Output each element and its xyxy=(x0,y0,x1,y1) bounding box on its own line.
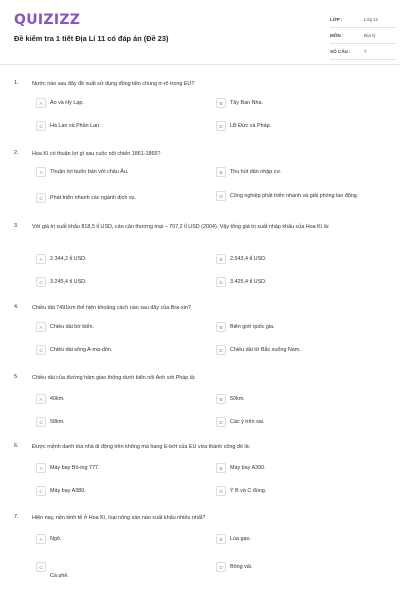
option-text: Tây Ban Nha. xyxy=(230,100,263,106)
page-title: Đề kiểm tra 1 tiết Địa Lí 11 có đáp án (Đề 23) xyxy=(14,34,169,43)
option-letter-badge: C xyxy=(36,417,46,427)
question-text: Hoa Kì có thuận lợi gì sau cuộc nội chiến 1861-1865? xyxy=(32,151,161,157)
question-number: 6. xyxy=(14,443,19,449)
option-letter-badge: C xyxy=(36,345,46,355)
option-letter-badge: B xyxy=(216,98,226,108)
option-text: Máy bay A380. xyxy=(50,488,86,494)
option-letter-badge: D xyxy=(216,345,226,355)
question-text: Hiện nay, nền kinh tế ở Hoa Kì, loại nông sản nào xuất khẩu nhiều nhất? xyxy=(32,515,206,521)
question-number: 2. xyxy=(14,150,19,156)
option-letter-badge: B xyxy=(216,254,226,264)
option-letter-badge: C xyxy=(36,486,46,496)
meta-value: Lớp 11 xyxy=(364,17,379,22)
option-text: Áo và Hy Lạp. xyxy=(50,100,84,106)
option-text: Lúa gạo. xyxy=(230,536,251,542)
option-letter-badge: C xyxy=(36,277,46,287)
option-letter-badge: A xyxy=(36,254,46,264)
meta-row-subject xyxy=(330,30,396,44)
option-text: LB Đức và Pháp. xyxy=(230,123,272,129)
quizizz-logo: QUIZIZZ xyxy=(14,12,81,28)
option-text: 58km. xyxy=(50,419,65,425)
header-divider xyxy=(0,64,400,65)
question-text: Chiều dài của đường hầm giao thông dưới biển nối Anh với Pháp là: xyxy=(32,375,196,381)
meta-value: Địa lý xyxy=(364,33,376,38)
option-letter-badge: A xyxy=(36,98,46,108)
option-text: Phát triển nhanh các ngành dịch vụ. xyxy=(50,195,137,201)
option-letter-badge: B xyxy=(216,394,226,404)
option-text: Biên giới quốc gia. xyxy=(230,324,275,330)
option-text: 50km. xyxy=(230,396,245,402)
question-text: Nước nào sau đây đề xuất sử dụng đồng tiền chung ơ-rô trong EU? xyxy=(32,81,195,87)
option-letter-badge: D xyxy=(216,191,226,201)
option-text: Máy bay Bô-ing 777. xyxy=(50,465,100,471)
question-number: 1. xyxy=(14,80,19,86)
option-letter-badge: C xyxy=(36,562,46,572)
question-text: Với giá trị xuất khẩu 818,5 tỉ USD, cán cân thương mại – 707,2 tỉ USD (2004). Vậy tổng giá trị xuất nhập khẩu của Hoa Kì là: xyxy=(32,224,330,230)
option-text: Công nghiệp phát triển nhanh và giải phóng lao động. xyxy=(230,193,359,199)
option-letter-badge: A xyxy=(36,534,46,544)
option-letter-badge: D xyxy=(216,277,226,287)
option-letter-badge: D xyxy=(216,486,226,496)
option-letter-badge: C xyxy=(36,193,46,203)
question-number: 4. xyxy=(14,304,19,310)
option-text: Chiều dài sông A-ma-dôn. xyxy=(50,347,113,353)
option-text: Thu hút dân nhập cư. xyxy=(230,169,282,175)
option-text: Các ý trên sai. xyxy=(230,419,265,425)
option-text: Thuận lợi buôn bán với châu Âu. xyxy=(50,169,129,175)
option-letter-badge: B xyxy=(216,534,226,544)
option-text: 40km. xyxy=(50,396,65,402)
meta-label: SỐ CÂU : xyxy=(330,49,351,54)
meta-value: 7 xyxy=(364,49,367,54)
option-text: Cà phê. xyxy=(50,573,69,579)
meta-box xyxy=(330,14,396,62)
meta-label: LỚP : xyxy=(330,17,343,22)
meta-label: MÔN : xyxy=(330,33,344,38)
option-text: 2.344,2 tỉ USD. xyxy=(50,256,87,262)
option-text: Ngô. xyxy=(50,536,62,542)
option-text: 2.543,4 tỉ USD. xyxy=(230,256,267,262)
question-number: 5. xyxy=(14,374,19,380)
option-letter-badge: D xyxy=(216,121,226,131)
option-letter-badge: A xyxy=(36,167,46,177)
question-text: Chiều dài 7491km thể hiện khoảng cách nào sau đây của Bra-xin? xyxy=(32,305,191,311)
question-number: 7. xyxy=(14,514,19,520)
option-letter-badge: B xyxy=(216,167,226,177)
worksheet-header xyxy=(14,12,390,62)
meta-row-count xyxy=(330,46,396,60)
option-letter-badge: C xyxy=(36,121,46,131)
question-text: Được mệnh danh tòa nhà di động trên không mà hang E-bớt của EU vừa thành công đó là: xyxy=(32,444,251,450)
option-text: Chiều dài từ Bắc xuống Nam. xyxy=(230,347,301,353)
option-letter-badge: B xyxy=(216,322,226,332)
option-text: Hà Lan và Phần Lan. xyxy=(50,123,101,129)
option-letter-badge: B xyxy=(216,463,226,473)
option-text: Ý B và C đúng. xyxy=(230,488,267,494)
option-letter-badge: A xyxy=(36,322,46,332)
option-letter-badge: A xyxy=(36,394,46,404)
option-letter-badge: A xyxy=(36,463,46,473)
option-text: Bông vải. xyxy=(230,564,253,570)
meta-row-class xyxy=(330,14,396,28)
option-text: 3.425,4 tỉ USD. xyxy=(230,279,267,285)
question-number: 3. xyxy=(14,223,19,229)
option-letter-badge: D xyxy=(216,562,226,572)
option-text: Máy bay A390. xyxy=(230,465,266,471)
option-letter-badge: D xyxy=(216,417,226,427)
option-text: Chiều dài bờ biển. xyxy=(50,324,94,330)
option-text: 3.245,4 tỉ USD. xyxy=(50,279,87,285)
